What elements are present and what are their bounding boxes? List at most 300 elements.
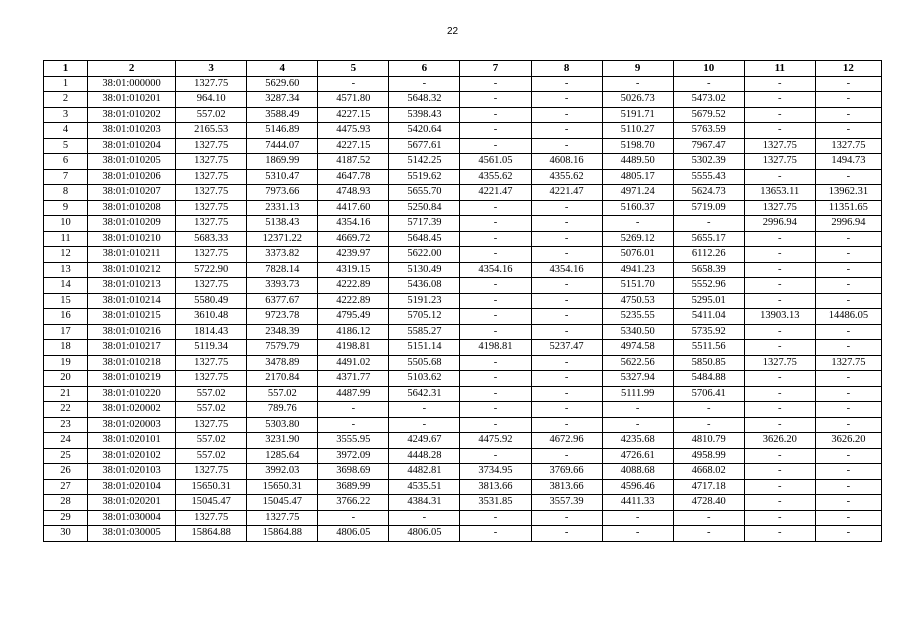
column-header: 2: [88, 61, 176, 77]
table-cell: 5295.01: [673, 293, 744, 309]
table-cell: 4748.93: [318, 185, 389, 201]
table-cell: 4249.67: [389, 433, 460, 449]
table-cell: 38:01:010213: [88, 278, 176, 294]
table-cell: 3231.90: [247, 433, 318, 449]
table-cell: 24: [44, 433, 88, 449]
table-cell: -: [673, 76, 744, 92]
table-cell: -: [744, 464, 815, 480]
table-cell: 1327.75: [176, 510, 247, 526]
table-cell: 4806.05: [318, 526, 389, 542]
table-cell: -: [815, 169, 881, 185]
table-cell: 4186.12: [318, 324, 389, 340]
table-row: [44, 92, 882, 108]
table-cell: -: [389, 417, 460, 433]
table-cell: -: [815, 293, 881, 309]
table-cell: 38:01:030004: [88, 510, 176, 526]
table-cell: 3610.48: [176, 309, 247, 325]
table-row: [44, 479, 882, 495]
table-cell: 14486.05: [815, 309, 881, 325]
column-header: 10: [673, 61, 744, 77]
table-cell: 11351.65: [815, 200, 881, 216]
table-cell: -: [815, 123, 881, 139]
column-header: 1: [44, 61, 88, 77]
table-cell: -: [460, 293, 531, 309]
table-cell: -: [815, 324, 881, 340]
header-row: [44, 61, 882, 77]
table-cell: 1327.75: [176, 76, 247, 92]
table-cell: 1327.75: [247, 510, 318, 526]
table-cell: 2331.13: [247, 200, 318, 216]
table-cell: -: [744, 448, 815, 464]
table-cell: 5683.33: [176, 231, 247, 247]
table-row: [44, 262, 882, 278]
table-cell: -: [460, 138, 531, 154]
table-cell: 5436.08: [389, 278, 460, 294]
table-cell: 38:01:010208: [88, 200, 176, 216]
table-cell: 557.02: [176, 386, 247, 402]
column-header: 5: [318, 61, 389, 77]
table-cell: 5658.39: [673, 262, 744, 278]
table-cell: 1327.75: [176, 216, 247, 232]
table-cell: 5705.12: [389, 309, 460, 325]
table-cell: 4806.05: [389, 526, 460, 542]
table-cell: -: [744, 417, 815, 433]
table-cell: 5484.88: [673, 371, 744, 387]
column-header: 9: [602, 61, 673, 77]
table-row: [44, 154, 882, 170]
table-cell: 15: [44, 293, 88, 309]
table-cell: -: [673, 526, 744, 542]
table-cell: -: [673, 510, 744, 526]
data-table: [43, 60, 882, 542]
table-cell: 5327.94: [602, 371, 673, 387]
table-cell: 4198.81: [318, 340, 389, 356]
table-cell: -: [460, 324, 531, 340]
table-cell: 8: [44, 185, 88, 201]
table-cell: -: [815, 402, 881, 418]
table-cell: 38:01:010218: [88, 355, 176, 371]
table-cell: 5642.31: [389, 386, 460, 402]
table-cell: -: [744, 526, 815, 542]
table-cell: 5622.56: [602, 355, 673, 371]
table-cell: -: [460, 216, 531, 232]
table-cell: 3766.22: [318, 495, 389, 511]
table-cell: -: [815, 464, 881, 480]
table-cell: -: [602, 216, 673, 232]
table-cell: -: [531, 309, 602, 325]
table-cell: 1327.75: [176, 417, 247, 433]
column-header: 6: [389, 61, 460, 77]
table-cell: -: [602, 526, 673, 542]
table-cell: 557.02: [176, 402, 247, 418]
table-cell: 5146.89: [247, 123, 318, 139]
table-cell: 5648.45: [389, 231, 460, 247]
table-cell: 5706.41: [673, 386, 744, 402]
table-cell: 5235.55: [602, 309, 673, 325]
table-cell: 5850.85: [673, 355, 744, 371]
table-cell: 7973.66: [247, 185, 318, 201]
table-cell: -: [815, 278, 881, 294]
table-cell: -: [744, 278, 815, 294]
table-cell: -: [673, 417, 744, 433]
table-row: [44, 433, 882, 449]
table-cell: 11: [44, 231, 88, 247]
table-cell: 5519.62: [389, 169, 460, 185]
table-cell: 5648.32: [389, 92, 460, 108]
table-cell: -: [744, 107, 815, 123]
table-cell: 5160.37: [602, 200, 673, 216]
table-cell: -: [531, 293, 602, 309]
table-cell: 5411.04: [673, 309, 744, 325]
table-cell: 3698.69: [318, 464, 389, 480]
table-row: [44, 324, 882, 340]
table-cell: 4596.46: [602, 479, 673, 495]
table-cell: 5191.71: [602, 107, 673, 123]
table-cell: 5340.50: [602, 324, 673, 340]
table-cell: 38:01:000000: [88, 76, 176, 92]
table-cell: 4958.99: [673, 448, 744, 464]
table-cell: -: [744, 123, 815, 139]
table-cell: -: [531, 92, 602, 108]
table-cell: 3972.09: [318, 448, 389, 464]
table-cell: 5151.70: [602, 278, 673, 294]
table-cell: -: [460, 510, 531, 526]
table-cell: -: [815, 107, 881, 123]
table-cell: -: [531, 138, 602, 154]
table-cell: -: [531, 231, 602, 247]
table-cell: 1327.75: [815, 355, 881, 371]
table-cell: 38:01:020101: [88, 433, 176, 449]
table-cell: 38:01:010210: [88, 231, 176, 247]
table-cell: 1327.75: [176, 464, 247, 480]
column-header: 3: [176, 61, 247, 77]
table-cell: 5624.73: [673, 185, 744, 201]
table-cell: 4669.72: [318, 231, 389, 247]
table-cell: 21: [44, 386, 88, 402]
table-cell: 4974.58: [602, 340, 673, 356]
table-cell: 4088.68: [602, 464, 673, 480]
table-cell: 1327.75: [744, 355, 815, 371]
table-row: [44, 510, 882, 526]
table-cell: 4647.78: [318, 169, 389, 185]
table-cell: 4561.05: [460, 154, 531, 170]
table-row: [44, 247, 882, 263]
table-cell: -: [460, 417, 531, 433]
table-cell: 5130.49: [389, 262, 460, 278]
table-cell: 5103.62: [389, 371, 460, 387]
table-cell: 4235.68: [602, 433, 673, 449]
table-cell: 3992.03: [247, 464, 318, 480]
table-cell: -: [744, 169, 815, 185]
table-cell: 27: [44, 479, 88, 495]
table-cell: 4222.89: [318, 278, 389, 294]
table-cell: 2: [44, 92, 88, 108]
table-cell: 1327.75: [176, 247, 247, 263]
table-cell: 2170.84: [247, 371, 318, 387]
column-header: 8: [531, 61, 602, 77]
table-cell: 15864.88: [176, 526, 247, 542]
table-cell: -: [744, 495, 815, 511]
table-cell: -: [531, 247, 602, 263]
table-cell: 5310.47: [247, 169, 318, 185]
table-cell: 5303.80: [247, 417, 318, 433]
table-cell: 1869.99: [247, 154, 318, 170]
table-cell: 25: [44, 448, 88, 464]
table-cell: 1327.75: [815, 138, 881, 154]
table-cell: 5237.47: [531, 340, 602, 356]
table-cell: -: [744, 371, 815, 387]
table-cell: 20: [44, 371, 88, 387]
table-cell: 4805.17: [602, 169, 673, 185]
table-cell: 19: [44, 355, 88, 371]
table-cell: 5250.84: [389, 200, 460, 216]
table-cell: 557.02: [247, 386, 318, 402]
table-cell: -: [815, 231, 881, 247]
table-row: [44, 464, 882, 480]
table-cell: 15045.47: [176, 495, 247, 511]
table-cell: 13962.31: [815, 185, 881, 201]
table-cell: 7444.07: [247, 138, 318, 154]
table-cell: 15650.31: [176, 479, 247, 495]
table-cell: -: [815, 495, 881, 511]
table-cell: 3555.95: [318, 433, 389, 449]
table-cell: -: [318, 510, 389, 526]
table-cell: 557.02: [176, 107, 247, 123]
table-cell: 5622.00: [389, 247, 460, 263]
table-cell: -: [744, 76, 815, 92]
table-cell: 1285.64: [247, 448, 318, 464]
table-cell: 4239.97: [318, 247, 389, 263]
table-cell: -: [531, 371, 602, 387]
table-cell: 5110.27: [602, 123, 673, 139]
table-cell: 38:01:010207: [88, 185, 176, 201]
table-cell: 5735.92: [673, 324, 744, 340]
table-cell: -: [815, 371, 881, 387]
table-cell: -: [815, 526, 881, 542]
table-cell: -: [318, 76, 389, 92]
column-header: 4: [247, 61, 318, 77]
table-cell: -: [602, 417, 673, 433]
table-row: [44, 371, 882, 387]
table-cell: 2996.94: [744, 216, 815, 232]
table-cell: 3588.49: [247, 107, 318, 123]
table-cell: 7967.47: [673, 138, 744, 154]
table-cell: 13903.13: [744, 309, 815, 325]
table-row: [44, 309, 882, 325]
table-cell: -: [460, 526, 531, 542]
table-cell: 7: [44, 169, 88, 185]
table-row: [44, 138, 882, 154]
table-cell: 5763.59: [673, 123, 744, 139]
table-cell: 1: [44, 76, 88, 92]
table-row: [44, 169, 882, 185]
table-cell: 7828.14: [247, 262, 318, 278]
table-cell: 5677.61: [389, 138, 460, 154]
table-cell: 38:01:020102: [88, 448, 176, 464]
table-cell: -: [531, 417, 602, 433]
table-cell: 38:01:010203: [88, 123, 176, 139]
table-cell: 6377.67: [247, 293, 318, 309]
table-cell: -: [389, 402, 460, 418]
table-cell: 6: [44, 154, 88, 170]
table-cell: -: [815, 510, 881, 526]
table-cell: 5076.01: [602, 247, 673, 263]
table-cell: -: [460, 107, 531, 123]
table-cell: 2996.94: [815, 216, 881, 232]
table-cell: 4672.96: [531, 433, 602, 449]
table-cell: 38:01:010211: [88, 247, 176, 263]
table-cell: 30: [44, 526, 88, 542]
table-cell: 4941.23: [602, 262, 673, 278]
table-cell: 4795.49: [318, 309, 389, 325]
table-cell: 4475.93: [318, 123, 389, 139]
table-cell: 38:01:010212: [88, 262, 176, 278]
table-cell: 4355.62: [460, 169, 531, 185]
table-body: [44, 76, 882, 541]
table-cell: 18: [44, 340, 88, 356]
table-cell: 38:01:010215: [88, 309, 176, 325]
table-cell: -: [815, 340, 881, 356]
page-number: 22: [446, 26, 459, 37]
table-row: [44, 185, 882, 201]
table-cell: 4417.60: [318, 200, 389, 216]
table-cell: 13653.11: [744, 185, 815, 201]
table-cell: 789.76: [247, 402, 318, 418]
table-cell: 38:01:010201: [88, 92, 176, 108]
table-cell: 15650.31: [247, 479, 318, 495]
table-cell: 3769.66: [531, 464, 602, 480]
table-cell: 3813.66: [531, 479, 602, 495]
table-cell: 3478.89: [247, 355, 318, 371]
table-cell: 5119.34: [176, 340, 247, 356]
table-row: [44, 417, 882, 433]
table-cell: 4222.89: [318, 293, 389, 309]
table-cell: 1327.75: [176, 278, 247, 294]
table-cell: 38:01:010219: [88, 371, 176, 387]
table-cell: 9723.78: [247, 309, 318, 325]
table-cell: 4354.16: [531, 262, 602, 278]
table-cell: 12: [44, 247, 88, 263]
table-cell: 2348.39: [247, 324, 318, 340]
table-cell: 38:01:010216: [88, 324, 176, 340]
table-cell: -: [531, 278, 602, 294]
table-cell: -: [815, 448, 881, 464]
table-cell: 4475.92: [460, 433, 531, 449]
table-cell: 15045.47: [247, 495, 318, 511]
table-cell: 4227.15: [318, 107, 389, 123]
table-cell: 5269.12: [602, 231, 673, 247]
table-cell: 4491.02: [318, 355, 389, 371]
table-cell: 4971.24: [602, 185, 673, 201]
table-cell: 2165.53: [176, 123, 247, 139]
table-cell: 4810.79: [673, 433, 744, 449]
table-cell: 4728.40: [673, 495, 744, 511]
table-cell: -: [815, 386, 881, 402]
table-cell: 4717.18: [673, 479, 744, 495]
table-cell: -: [531, 448, 602, 464]
table-cell: 1327.75: [176, 154, 247, 170]
table-cell: 38:01:010220: [88, 386, 176, 402]
table-cell: -: [531, 216, 602, 232]
table-cell: 38:01:010209: [88, 216, 176, 232]
table-cell: 4384.31: [389, 495, 460, 511]
table-cell: 1327.75: [176, 371, 247, 387]
table-cell: 5302.39: [673, 154, 744, 170]
table-cell: -: [460, 247, 531, 263]
table-cell: 5111.99: [602, 386, 673, 402]
table-cell: 38:01:020003: [88, 417, 176, 433]
table-cell: 1494.73: [815, 154, 881, 170]
table-cell: 38:01:010205: [88, 154, 176, 170]
table-row: [44, 386, 882, 402]
table-cell: 5: [44, 138, 88, 154]
table-cell: 4608.16: [531, 154, 602, 170]
table-cell: 5629.60: [247, 76, 318, 92]
table-cell: 5585.27: [389, 324, 460, 340]
table-cell: 26: [44, 464, 88, 480]
table-row: [44, 402, 882, 418]
column-header: 11: [744, 61, 815, 77]
table-cell: 5719.09: [673, 200, 744, 216]
table-cell: 23: [44, 417, 88, 433]
table-cell: 4187.52: [318, 154, 389, 170]
table-row: [44, 200, 882, 216]
table-cell: -: [744, 479, 815, 495]
table-cell: 38:01:010202: [88, 107, 176, 123]
table-cell: 1327.75: [176, 169, 247, 185]
table-cell: 4: [44, 123, 88, 139]
table-cell: 29: [44, 510, 88, 526]
table-cell: 1327.75: [744, 154, 815, 170]
table-cell: 1327.75: [176, 138, 247, 154]
table-cell: 12371.22: [247, 231, 318, 247]
table-cell: -: [460, 278, 531, 294]
table-cell: 3689.99: [318, 479, 389, 495]
table-cell: 5142.25: [389, 154, 460, 170]
table-cell: 4354.16: [318, 216, 389, 232]
table-cell: -: [460, 231, 531, 247]
table-cell: 4221.47: [460, 185, 531, 201]
table-cell: -: [815, 247, 881, 263]
table-cell: -: [744, 402, 815, 418]
table-cell: 3626.20: [815, 433, 881, 449]
table-cell: -: [673, 402, 744, 418]
table-cell: -: [531, 510, 602, 526]
table-cell: -: [744, 231, 815, 247]
table-cell: 3373.82: [247, 247, 318, 263]
table-row: [44, 340, 882, 356]
table-cell: -: [531, 200, 602, 216]
table-cell: 3287.34: [247, 92, 318, 108]
table-cell: 5398.43: [389, 107, 460, 123]
table-cell: 1327.75: [176, 185, 247, 201]
table-cell: 17: [44, 324, 88, 340]
table-cell: -: [460, 76, 531, 92]
table-cell: -: [460, 448, 531, 464]
table-cell: 5552.96: [673, 278, 744, 294]
table-cell: 5580.49: [176, 293, 247, 309]
table-cell: 38:01:010214: [88, 293, 176, 309]
table-cell: -: [602, 402, 673, 418]
table-cell: 964.10: [176, 92, 247, 108]
table-cell: 5511.56: [673, 340, 744, 356]
table-cell: 13: [44, 262, 88, 278]
table-cell: -: [815, 417, 881, 433]
table-cell: -: [318, 402, 389, 418]
table-row: [44, 526, 882, 542]
table-cell: -: [460, 309, 531, 325]
table-cell: -: [460, 355, 531, 371]
